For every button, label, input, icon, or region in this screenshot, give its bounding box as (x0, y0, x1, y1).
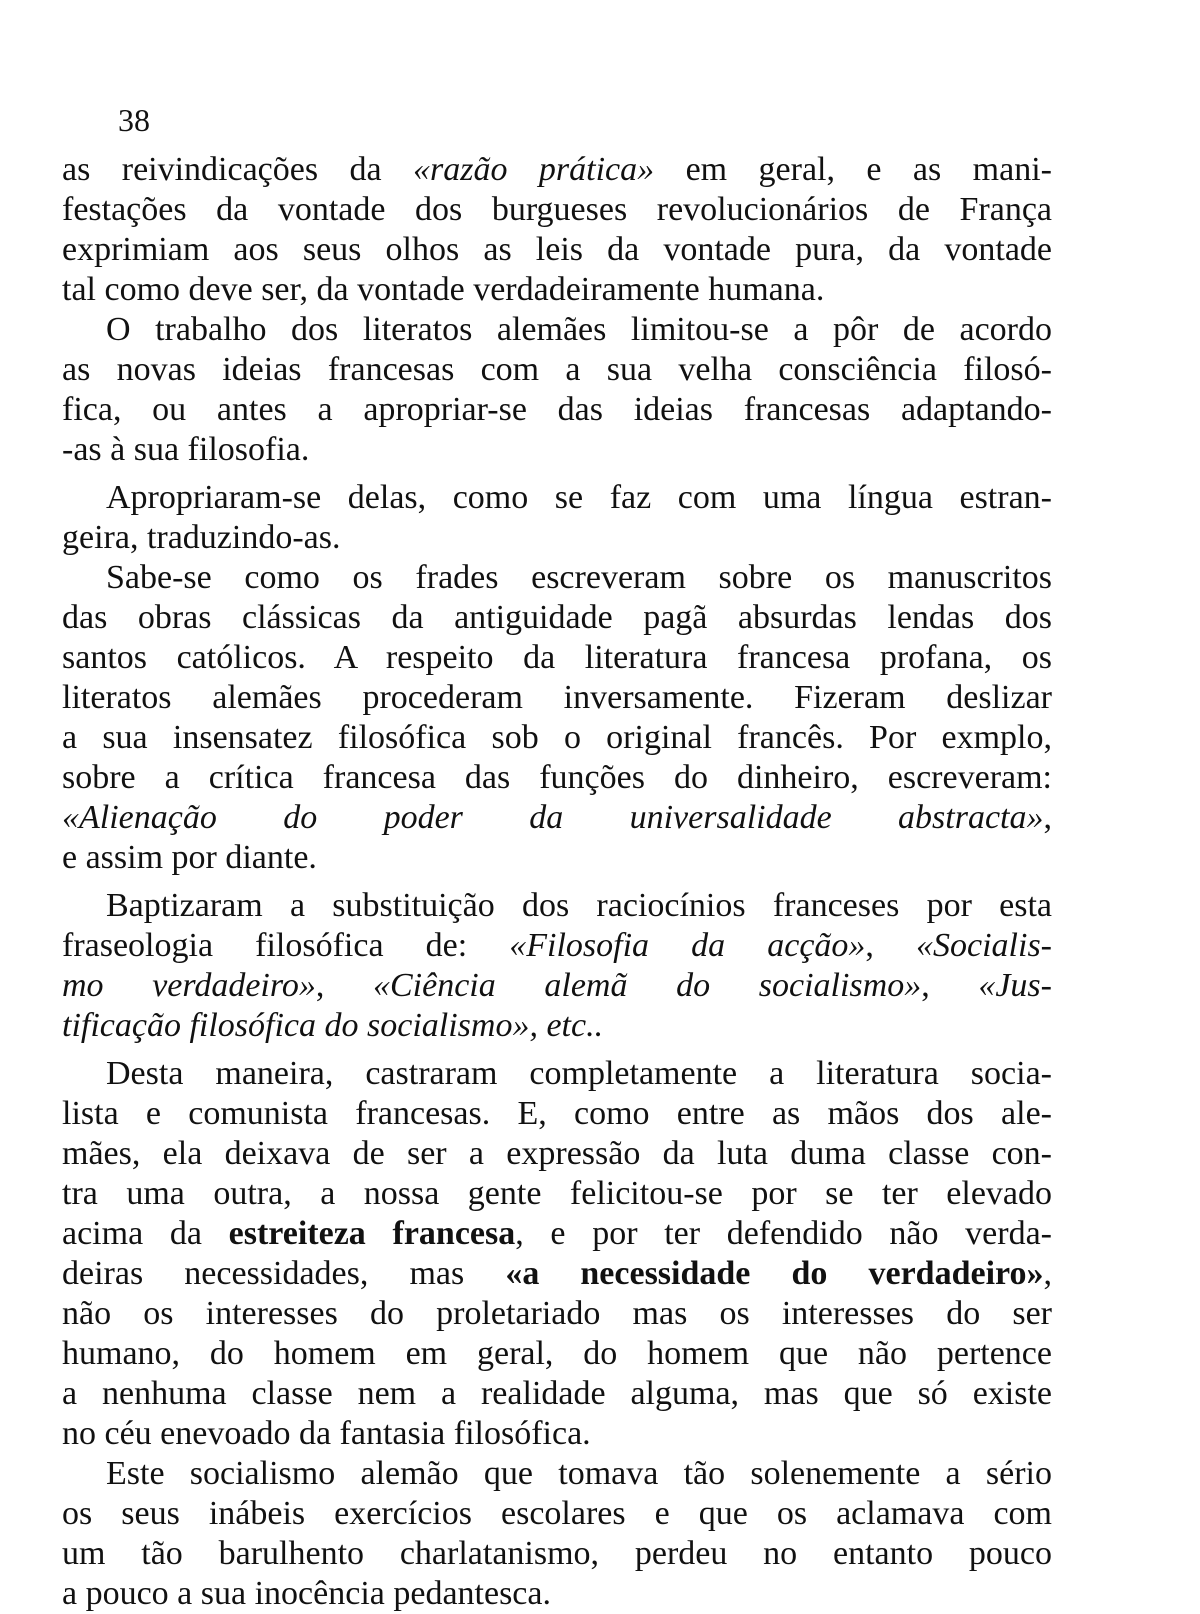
text-run: das obras clássicas da antiguidade pagã absurdas lendas dos (62, 599, 1052, 636)
bold-phrase: «a necessidade do verdadeiro» (505, 1255, 1044, 1292)
text-run: e assim por diante. (62, 839, 317, 876)
italic-phrase: «razão prática» (413, 151, 655, 188)
text-line (62, 150, 1052, 190)
text-run: , (921, 967, 979, 1004)
text-line (62, 838, 1052, 878)
text-line (62, 1374, 1052, 1414)
text-line (62, 638, 1052, 678)
text-line (62, 1534, 1052, 1574)
text-run: humano, do homem em geral, do homem que não pertence (62, 1335, 1052, 1372)
text-line (62, 1334, 1052, 1374)
text-run: O trabalho dos literatos alemães limitou-se a pôr de acordo (106, 311, 1052, 348)
text-run: em geral, e as mani- (654, 151, 1052, 188)
text-line (62, 1006, 1052, 1046)
text-line (62, 1414, 1052, 1454)
text-run: exprimiam aos seus olhos as leis da vontade pura, da vontade (62, 231, 1052, 268)
text-run: Este socialismo alemão que tomava tão solenemente a sério (106, 1455, 1052, 1492)
italic-phrase: «Alienação do poder da universalidade abstracta» (62, 799, 1044, 836)
text-run: fraseologia filosófica de: (62, 927, 510, 964)
text-line (62, 1134, 1052, 1174)
text-line (62, 678, 1052, 718)
text-run: santos católicos. A respeito da literatura francesa profana, os (62, 639, 1052, 676)
text-run: , (1043, 799, 1052, 836)
text-run: tal como deve ser, da vontade verdadeiramente humana. (62, 271, 825, 308)
italic-phrase: tificação filosófica do socialismo» (62, 1007, 530, 1044)
text-line (62, 1174, 1052, 1214)
text-line (62, 1254, 1052, 1294)
text-line (62, 886, 1052, 926)
text-run: Sabe-se como os frades escreveram sobre os manuscritos (106, 559, 1052, 596)
text-run: literatos alemães procederam inversamente. Fizeram deslizar (62, 679, 1052, 716)
text-line (62, 1454, 1052, 1494)
text-run: lista e comunista francesas. E, como entre as mãos dos ale- (62, 1095, 1052, 1132)
italic-phrase: «Socialis- (916, 927, 1052, 964)
text-line (62, 758, 1052, 798)
text-line (62, 350, 1052, 390)
text-line (62, 190, 1052, 230)
text-run: geira, traduzindo-as. (62, 519, 341, 556)
text-line (62, 1574, 1052, 1614)
italic-phrase: mo verdadeiro» (62, 967, 316, 1004)
text-run: a nenhuma classe nem a realidade alguma, mas que só existe (62, 1375, 1052, 1412)
page-number: 38 (118, 102, 150, 138)
text-line (62, 390, 1052, 430)
text-line (62, 1054, 1052, 1094)
text-run: Desta maneira, castraram completamente a literatura socia- (106, 1055, 1052, 1092)
text-run: a sua insensatez filosófica sob o original francês. Por exmplo, (62, 719, 1052, 756)
text-line (62, 310, 1052, 350)
text-line (62, 926, 1052, 966)
text-run: sobre a crítica francesa das funções do dinheiro, escreveram: (62, 759, 1052, 796)
text-run: não os interesses do proletariado mas os interesses do ser (62, 1295, 1052, 1332)
text-line (62, 518, 1052, 558)
text-line (62, 1214, 1052, 1254)
text-run: festações da vontade dos burgueses revolucionários de França (62, 191, 1052, 228)
text-run: fica, ou antes a apropriar-se das ideias francesas adaptando- (62, 391, 1052, 428)
italic-phrase: «Filosofia da acção» (509, 927, 866, 964)
text-run: a pouco a sua inocência pedantesca. (62, 1575, 551, 1612)
text-line (62, 798, 1052, 838)
text-run: no céu enevoado da fantasia filosófica. (62, 1415, 591, 1452)
text-run: tra uma outra, a nossa gente felicitou-se por se ter elevado (62, 1175, 1052, 1212)
text-line (62, 718, 1052, 758)
italic-phrase: , etc.. (529, 1007, 604, 1044)
text-line (62, 1094, 1052, 1134)
text-run: as reivindicações da (62, 151, 414, 188)
italic-phrase: «Ciência alemã do socialismo» (373, 967, 922, 1004)
text-body (62, 150, 1052, 1614)
bold-phrase: estreiteza francesa (228, 1215, 516, 1252)
italic-phrase: «Jus- (978, 967, 1052, 1004)
text-run: , (865, 927, 917, 964)
text-run: acima da (62, 1215, 229, 1252)
text-run: -as à sua filosofia. (62, 431, 310, 468)
text-line (62, 1294, 1052, 1334)
text-line (62, 478, 1052, 518)
text-run: Apropriaram-se delas, como se faz com uma língua estran- (106, 479, 1052, 516)
text-run: um tão barulhento charlatanismo, perdeu no entanto pouco (62, 1535, 1052, 1572)
text-line (62, 558, 1052, 598)
text-run: , (1043, 1255, 1052, 1292)
text-line (62, 270, 1052, 310)
text-run: os seus inábeis exercícios escolares e que os aclamava com (62, 1495, 1052, 1532)
text-line (62, 430, 1052, 470)
text-line (62, 230, 1052, 270)
text-line (62, 598, 1052, 638)
text-run: deiras necessidades, mas (62, 1255, 506, 1292)
text-line (62, 1494, 1052, 1534)
text-line (62, 966, 1052, 1006)
text-run: , (315, 967, 373, 1004)
text-run: Baptizaram a substituição dos raciocínios franceses por esta (106, 887, 1052, 924)
text-run: as novas ideias francesas com a sua velha consciência filosó- (62, 351, 1052, 388)
text-run: mães, ela deixava de ser a expressão da luta duma classe con- (62, 1135, 1052, 1172)
text-run: , e por ter defendido não verda- (515, 1215, 1052, 1252)
